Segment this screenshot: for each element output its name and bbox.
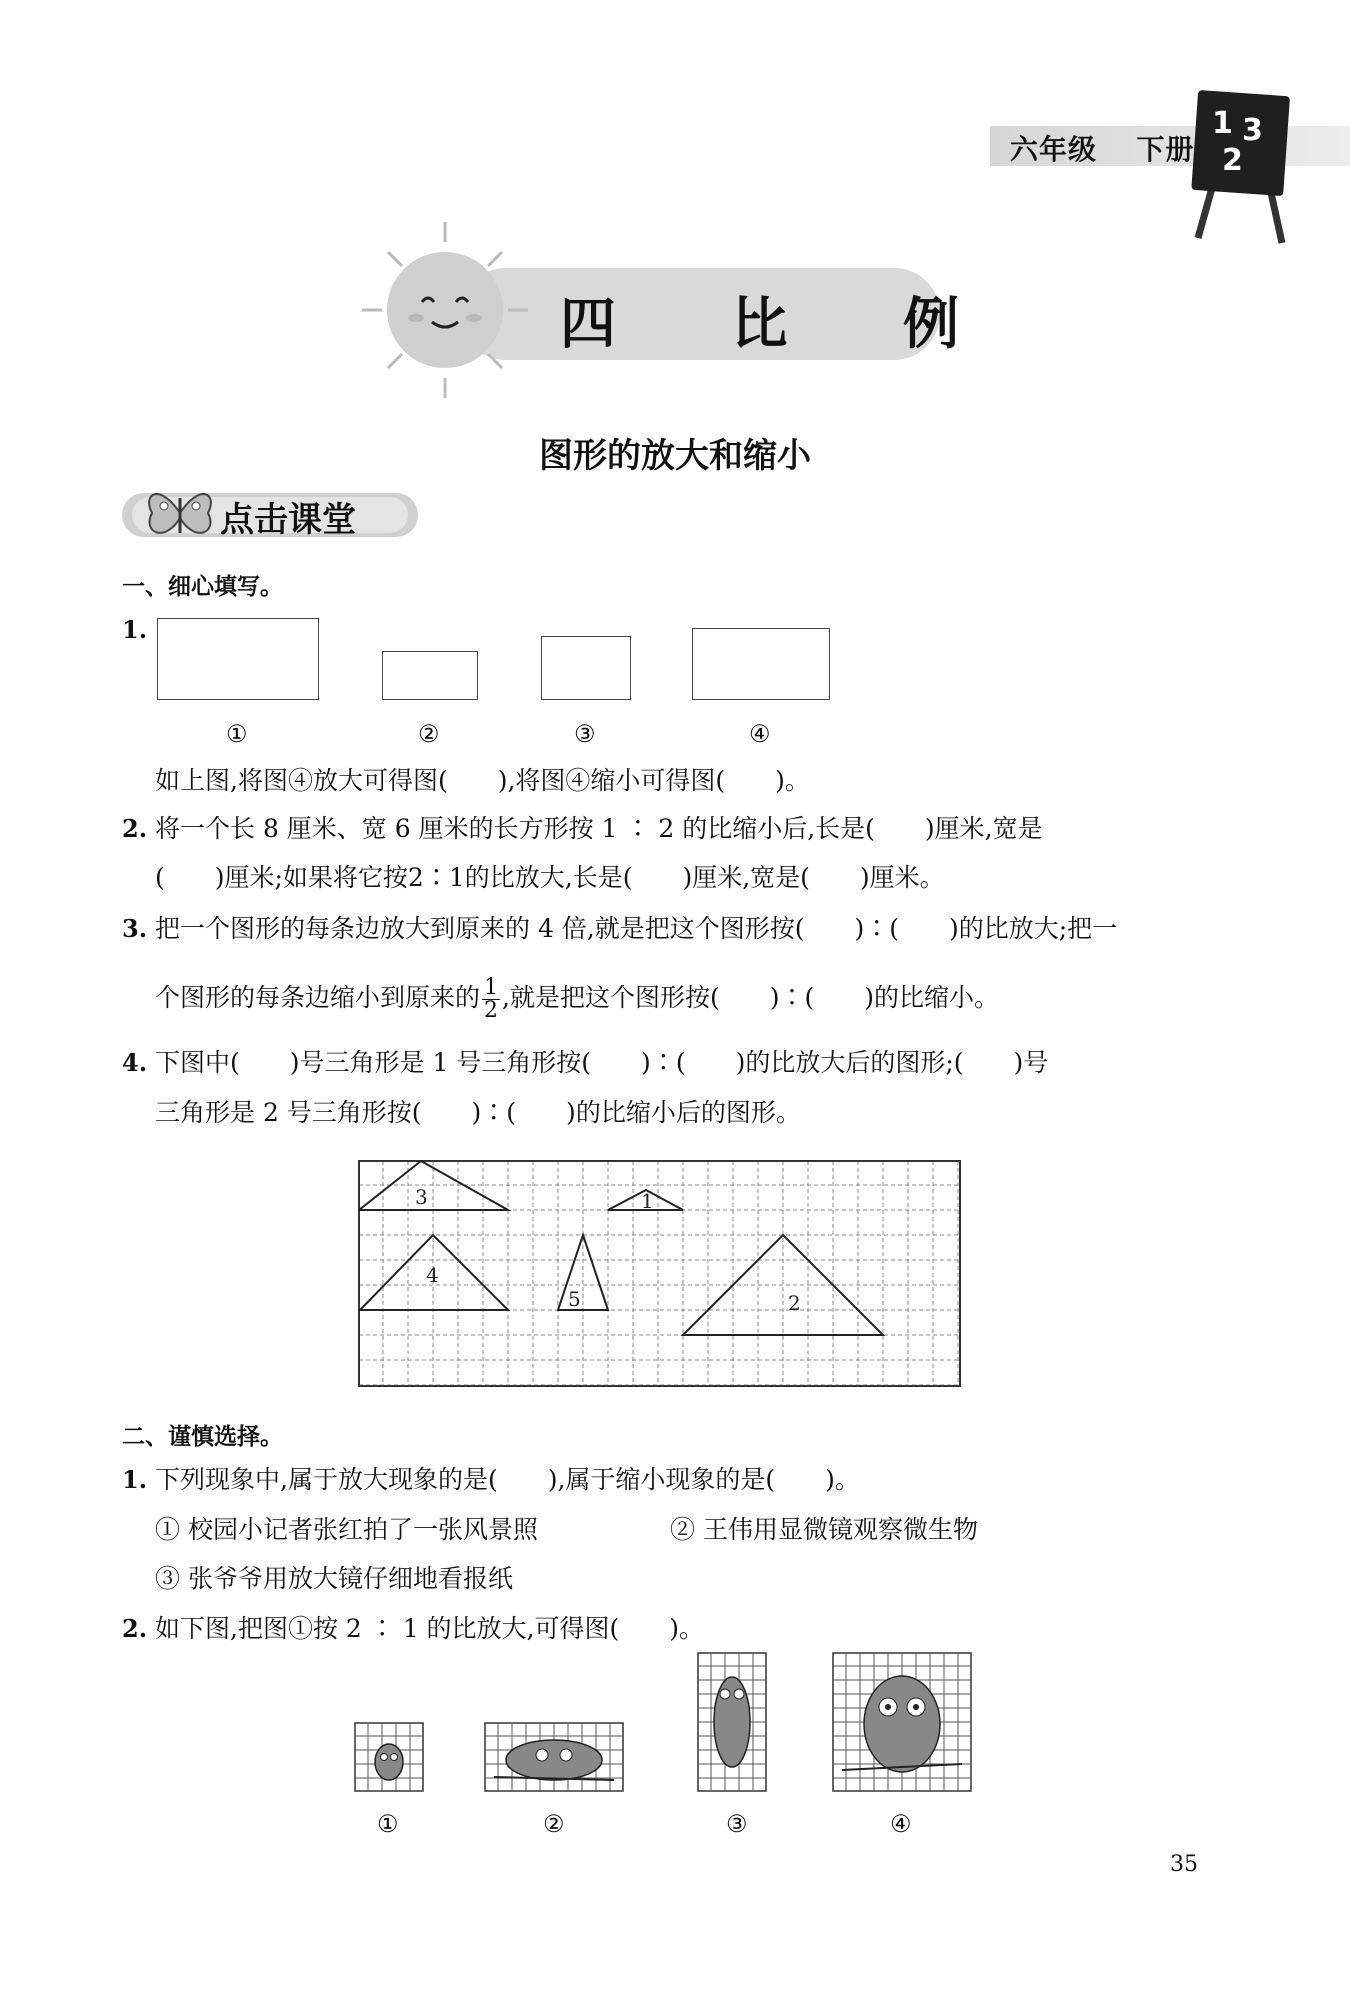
p2-q1-text: 下列现象中,属于放大现象的是( ),属于缩小现象的是( )。 — [155, 1465, 860, 1494]
q1-text: 如上图,将图④放大可得图( ),将图④缩小可得图( )。 — [155, 766, 810, 795]
q2-line1: 将一个长 8 厘米、宽 6 厘米的长方形按 1 ∶ 2 的比缩小后,长是( )厘米,宽是 — [155, 814, 1043, 843]
q3-line1: 把一个图形的每条边放大到原来的 4 倍,就是把这个图形按( )∶( )的比放大;把一 — [155, 914, 1118, 943]
q4-line1: 下图中( )号三角形是 1 号三角形按( )∶( )的比放大后的图形;( )号 — [155, 1048, 1049, 1077]
q3-line2 — [155, 968, 999, 1028]
part2-heading: 二、谨慎选择。 — [122, 1424, 283, 1450]
fraction-denominator: 2 — [484, 998, 499, 1023]
section-title: 图形的放大和缩小 — [539, 436, 811, 476]
owl-image-3 — [697, 1652, 767, 1792]
owl-label-4: ④ — [890, 1810, 912, 1838]
q4-line2: 三角形是 2 号三角形按( )∶( )的比缩小后的图形。 — [155, 1098, 801, 1127]
triangle-label-5: 5 — [568, 1287, 581, 1311]
rect-label-2: ② — [418, 720, 440, 748]
p2-q2-number: 2. — [122, 1614, 148, 1643]
rect-1 — [157, 618, 319, 700]
rect-label-3: ③ — [574, 720, 596, 748]
badge-digit-3: 2 — [1222, 143, 1243, 178]
rect-2 — [382, 651, 478, 700]
triangle-label-3: 3 — [415, 1185, 428, 1209]
rect-4 — [692, 628, 830, 700]
rect-label-4: ④ — [749, 720, 771, 748]
rect-3 — [541, 636, 631, 700]
triangle-label-2: 2 — [788, 1291, 801, 1315]
q2-number: 2. — [122, 814, 148, 843]
owl-image-2 — [484, 1722, 624, 1792]
q3-line2-pre: 个图形的每条边缩小到原来的 — [155, 983, 481, 1012]
badge-digit-1: 1 — [1212, 106, 1233, 141]
p2-q2-text: 如下图,把图①按 2 ∶ 1 的比放大,可得图( )。 — [155, 1614, 705, 1643]
header-grade — [1010, 128, 1195, 168]
rect-label-1: ① — [226, 720, 248, 748]
triangle-grid — [358, 1160, 962, 1388]
p2-q1-option-1: ① 校园小记者张红拍了一张风景照 — [155, 1515, 538, 1544]
tag-label: 点击课堂 — [220, 500, 356, 540]
q4-number: 4. — [122, 1048, 148, 1077]
owl-label-2: ② — [543, 1810, 565, 1838]
p2-q1-option-2: ② 王伟用显微镜观察微生物 — [670, 1515, 978, 1544]
badge-digit-2: 3 — [1242, 113, 1263, 148]
chalkboard-icon — [1190, 88, 1300, 248]
owl-label-3: ③ — [726, 1810, 748, 1838]
sun-icon — [360, 220, 530, 400]
butterfly-icon — [140, 478, 220, 548]
p2-q1-number: 1. — [122, 1465, 148, 1494]
fraction-numerator: 1 — [484, 975, 499, 1000]
fraction-half — [482, 977, 500, 1022]
q3-number: 3. — [122, 914, 148, 943]
owl-label-1: ① — [377, 1810, 399, 1838]
page-number: 35 — [1170, 1852, 1198, 1877]
owl-image-1 — [354, 1722, 424, 1792]
grade-label: 六年级 — [1010, 133, 1098, 166]
q2-line2: ( )厘米;如果将它按2∶1的比放大,长是( )厘米,宽是( )厘米。 — [155, 863, 945, 892]
p2-q1-option-3: ③ 张爷爷用放大镜仔细地看报纸 — [155, 1564, 513, 1593]
triangle-label-1: 1 — [641, 1189, 654, 1213]
volume-label: 下册 — [1136, 133, 1195, 166]
q3-line2-post: ,就是把这个图形按( )∶( )的比缩小。 — [502, 983, 999, 1012]
q1-number: 1. — [122, 615, 148, 644]
owl-image-4 — [832, 1652, 972, 1792]
chapter-title: 四 比 例 — [560, 292, 1007, 357]
triangle-label-4: 4 — [426, 1263, 439, 1287]
part1-heading: 一、细心填写。 — [122, 574, 283, 600]
